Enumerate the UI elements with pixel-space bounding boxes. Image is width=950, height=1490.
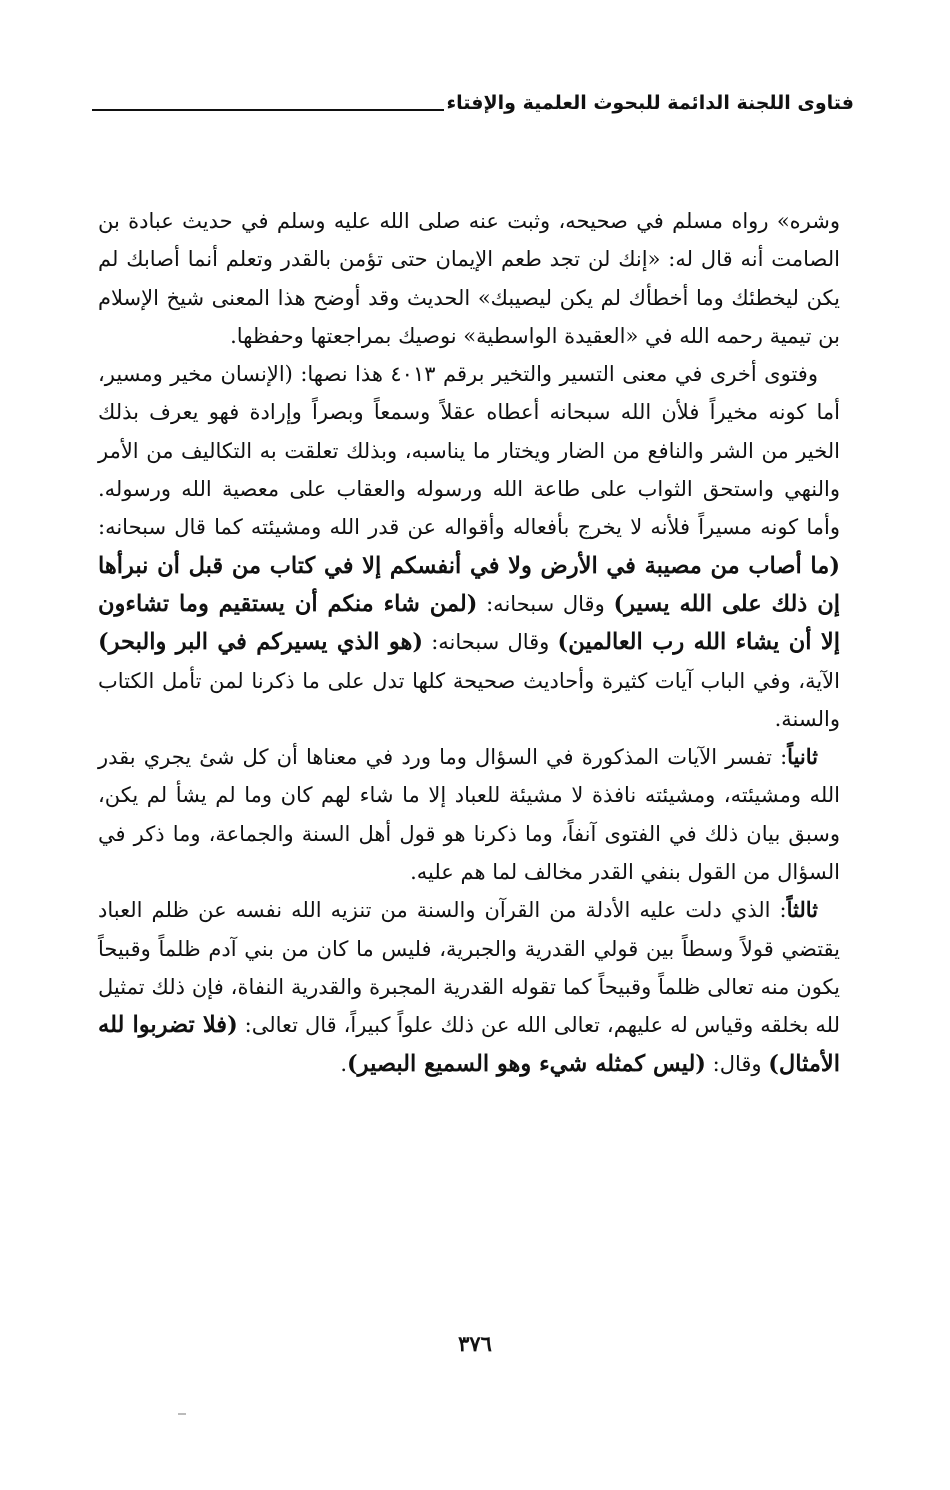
text-run: . bbox=[340, 1051, 348, 1076]
section-label: ثالثاً bbox=[786, 897, 818, 923]
paragraph bbox=[98, 202, 840, 355]
quran-verse: (هو الذي يسيركم في البر والبحر) bbox=[98, 629, 423, 656]
book-title: فتاوى اللجنة الدائمة للبحوث العلمية والإفتاء bbox=[446, 92, 854, 114]
scan-speck bbox=[178, 1413, 186, 1415]
paragraph bbox=[98, 891, 840, 1082]
text-run: الآية، وفي الباب آيات كثيرة وأحاديث صحيحة كلها تدل على ما ذكرنا لمن تأمل الكتاب والسنة. bbox=[98, 668, 840, 731]
quran-verse: (ليس كمثله شيء وهو السميع البصير) bbox=[347, 1050, 706, 1077]
fatwa-body bbox=[98, 202, 840, 1083]
header-rule bbox=[92, 109, 444, 111]
paragraph bbox=[98, 355, 840, 738]
text-run: وقال: bbox=[705, 1051, 769, 1076]
section-label: ثانياً bbox=[787, 744, 818, 770]
text-run: : تفسر الآيات المذكورة في السؤال وما ورد في معناها أن كل شئ يجري بقدر الله ومشيئته، ومشيئته نافذة لا مشيئة للعباد إلا ما شاء لهم كان وما لم يشأ لم يكن، وسبق بيان ذلك في الفتوى آنفاً، وما ذكرنا هو قول أهل السنة والجماعة، وما ذكر في السؤال من القول بنفي القدر مخالف لما هم عليه. bbox=[98, 745, 840, 885]
paragraph bbox=[98, 738, 840, 891]
quran-verse: (لمن شاء منكم أن يستقيم وما تشاءون إلا أن يشاء الله رب العالمين) bbox=[98, 590, 840, 656]
text-run: وقال سبحانه: bbox=[422, 630, 558, 655]
text-run: وقال سبحانه: bbox=[477, 591, 614, 616]
page-number: ٣٧٦ bbox=[458, 1331, 492, 1356]
quran-verse: (فلا تضربوا لله الأمثال) bbox=[98, 1012, 840, 1077]
text-run: وفتوى أخرى في معنى التسير والتخير برقم ٤٠١٣ هذا نصها: (الإنسان مخير ومسير، أما كونه مخيراً فلأن الله سبحانه أعطاه عقلاً وسمعاً وبصراً وإرادة فهو يعرف بذلك الخير من الشر والنافع من الضار ويختار ما يناسبه، وبذلك تعلقت به التكاليف من الأمر والنهي واستحق الثواب على طاعة الله ورسوله والعقاب على معصية الله ورسوله. وأما كونه مسيراً فلأنه لا يخرج بأفعاله وأقواله عن قدر الله ومشيئته كما قال سبحانه: bbox=[98, 362, 840, 540]
text-run: وشره» رواه مسلم في صحيحه، وثبت عنه صلى الله عليه وسلم في حديث عبادة بن الصامت أنه قال له: «إنك لن تجد طعم الإيمان حتى تؤمن بالقدر وتعلم أنما أصابك لم يكن ليخطئك وما أخطأك لم يكن ليصيبك» الحديث وقد أوضح هذا المعنى شيخ الإسلام بن تيمية رحمه الله في «العقيدة الواسطية» نوصيك بمراجعتها وحفظها. bbox=[98, 209, 840, 348]
text-run: : الذي دلت عليه الأدلة من القرآن والسنة من تنزيه الله نفسه عن ظلم العباد يقتضي قولاً وسطاً بين قولي القدرية والجبرية، فليس ما كان من بني آدم ظلماً وقبيحاً يكون منه تعالى ظلماً وقبيحاً كما تقوله القدرية المجبرة والقدرية النفاة، فإن ذلك تمثيل لله بخلقه وقياس له عليهم، تعالى الله عن ذلك علواً كبيراً، قال تعالى: bbox=[98, 898, 840, 1038]
running-header bbox=[92, 86, 854, 116]
quran-verse: (ما أصاب من مصيبة في الأرض ولا في أنفسكم إلا في كتاب من قبل أن نبرأها إن ذلك على الله يسير) bbox=[98, 552, 840, 617]
